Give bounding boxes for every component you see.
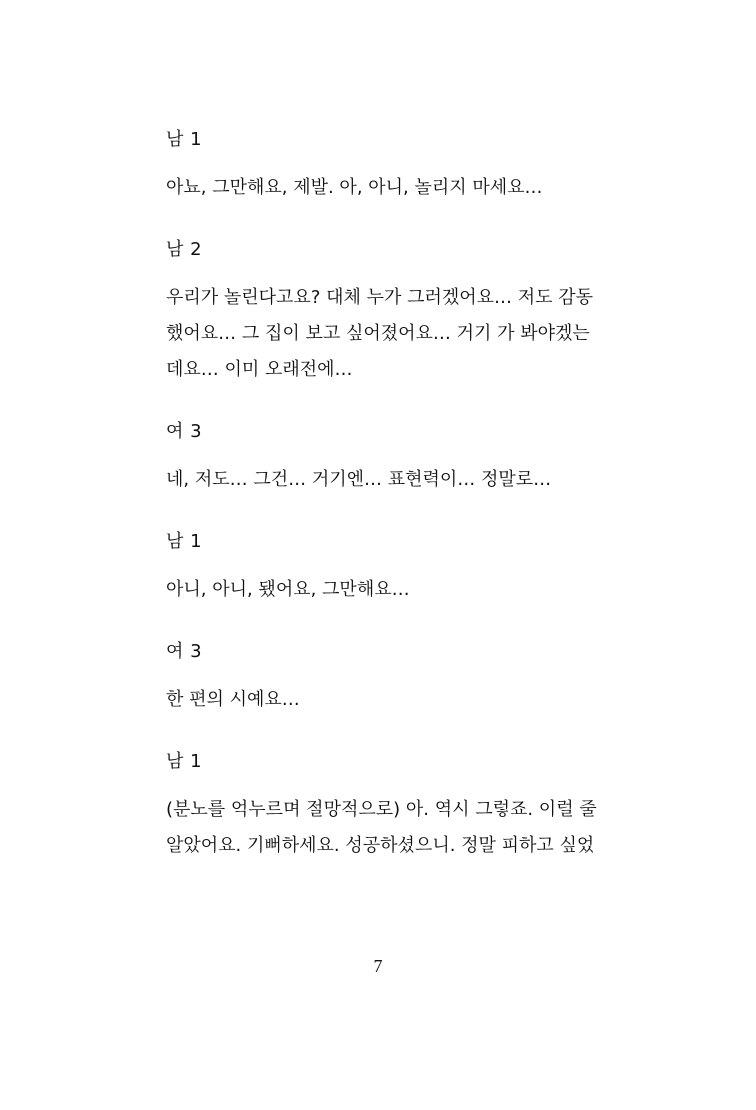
dialogue-line: 우리가 놀린다고요? 대체 누가 그러겠어요… 저도 감동 bbox=[166, 287, 594, 308]
dialogue-line: 한 편의 시예요… bbox=[166, 689, 300, 710]
dialogue-line: (분노를 억누르며 절망적으로) 아. 역시 그렇죠. 이럴 줄 bbox=[166, 799, 597, 820]
speaker-name: 남 1 bbox=[166, 129, 203, 150]
script-body bbox=[166, 126, 636, 894]
dialogue-block bbox=[166, 236, 636, 388]
dialogue-line: 알았어요. 기뻐하세요. 성공하셨으니. 정말 피하고 싶었 bbox=[166, 835, 595, 856]
dialogue-block bbox=[166, 418, 636, 498]
page-number: 7 bbox=[373, 956, 383, 976]
dialogue-line: 네, 저도… 그건… 거기엔… 표현력이… 정말로… bbox=[166, 469, 552, 490]
dialogue-line: 했어요… 그 집이 보고 싶어졌어요… 거기 가 봐야겠는 bbox=[166, 323, 590, 344]
speaker-name: 남 1 bbox=[166, 531, 203, 552]
dialogue-line: 데요… 이미 오래전에… bbox=[166, 359, 353, 380]
speaker-name: 여 3 bbox=[166, 421, 203, 442]
dialogue-block bbox=[166, 748, 636, 864]
dialogue-line: 아니, 아니, 됐어요, 그만해요… bbox=[166, 579, 410, 600]
dialogue-block bbox=[166, 126, 636, 206]
dialogue-line: 아뇨, 그만해요, 제발. 아, 아니, 놀리지 마세요… bbox=[166, 177, 543, 198]
speaker-name: 남 2 bbox=[166, 239, 203, 260]
speaker-name: 여 3 bbox=[166, 641, 203, 662]
speaker-name: 남 1 bbox=[166, 751, 203, 772]
dialogue-block bbox=[166, 528, 636, 608]
dialogue-block bbox=[166, 638, 636, 718]
